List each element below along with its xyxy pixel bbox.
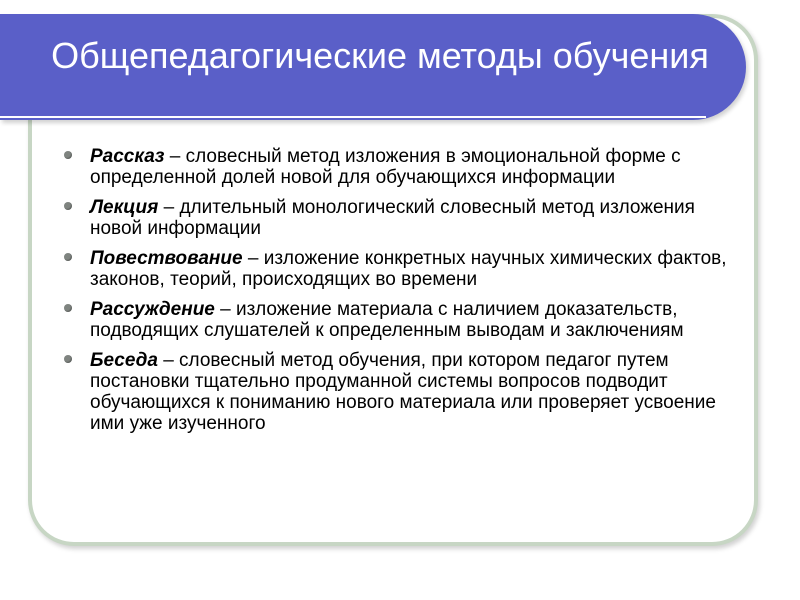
bullet-icon [64,151,72,159]
method-term: Рассказ [90,146,165,167]
list-item-povestvovanie [64,248,744,290]
list-item-rassuzhdenie [64,299,744,341]
slide-title: Общепедагогические методы обучения [51,35,709,76]
list-item-rasskaz [64,146,744,188]
methods-list [64,146,744,443]
list-item-beseda [64,350,744,434]
method-term: Рассуждение [90,299,215,320]
method-description: – словесный метод изложения в эмоциональной форме с определенной долей новой для обучающихся информации [90,146,681,188]
method-term: Повествование [90,248,243,269]
bullet-icon [64,253,72,261]
title-underline [0,116,706,118]
list-item-lektsiya [64,197,744,239]
bullet-icon [64,355,72,363]
method-term: Беседа [90,350,158,371]
method-term: Лекция [90,197,159,218]
title-banner [0,14,746,120]
method-description: – длительный монологический словесный метод изложения новой информации [90,197,695,239]
bullet-icon [64,202,72,210]
method-description: – изложение конкретных научных химических фактов, законов, теорий, происходящих во времени [90,248,727,290]
method-description: – словесный метод обучения, при котором педагог путем постановки тщательно продуманной системы вопросов подводит обучающихся к пониманию нового материала или проверяет усвоение ими уже изученного [90,350,716,434]
method-description: – изложение материала с наличием доказательств, подводящих слушателей к определенным выводам и заключениям [90,299,684,341]
bullet-icon [64,304,72,312]
